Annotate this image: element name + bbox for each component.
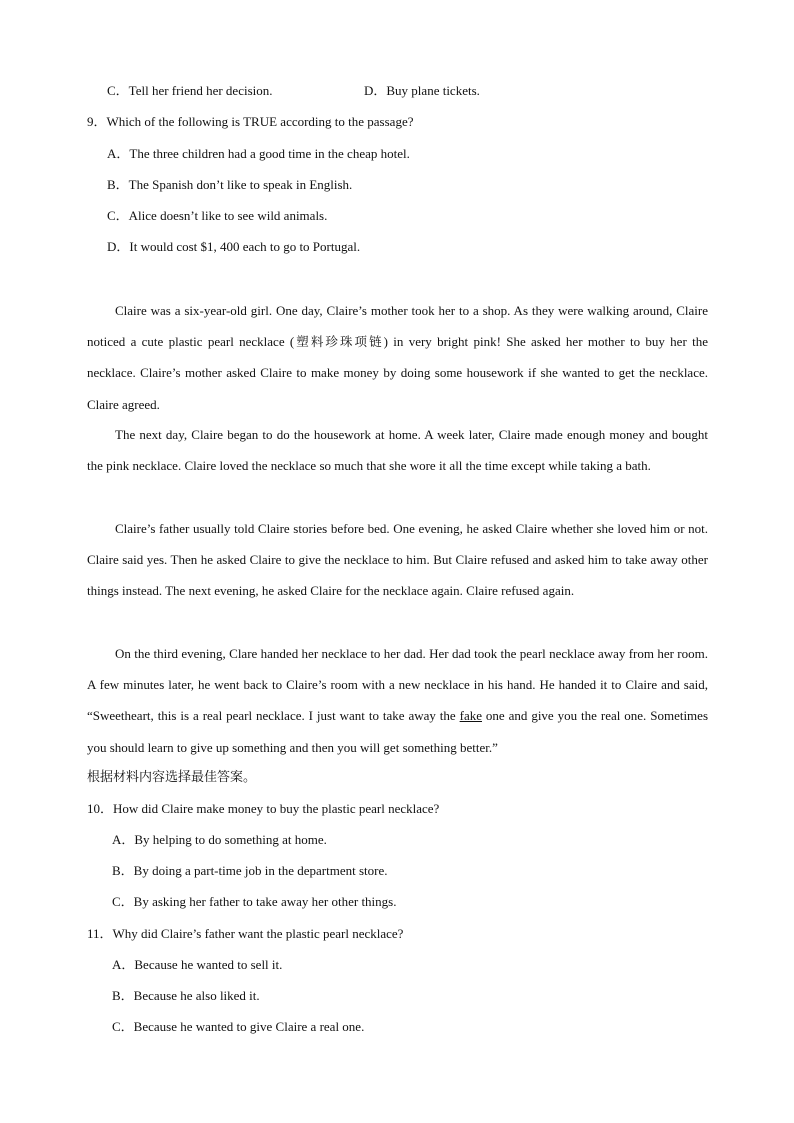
q9-stem: 9．Which of the following is TRUE according to the passage?: [87, 114, 414, 129]
passage-paragraph-3: Claire’s father usually told Claire stories before bed. One evening, he asked Claire whether she loved him or not. Claire said yes. Then he asked Claire to give the necklace to him. But Claire refused and asked him to take away other things instead. The next evening, he asked Claire for the necklace again. Claire refused again.: [87, 521, 708, 599]
q10-option-b: B．By doing a part-time job in the department store.: [112, 863, 388, 878]
q11-option-a: A．Because he wanted to sell it.: [112, 957, 283, 972]
q8-option-d: D．Buy plane tickets.: [364, 83, 480, 98]
q11-option-c: C．Because he wanted to give Claire a real one.: [112, 1019, 365, 1034]
q11-stem: 11．Why did Claire’s father want the plastic pearl necklace?: [87, 926, 404, 941]
q10-stem: 10．How did Claire make money to buy the plastic pearl necklace?: [87, 801, 440, 816]
q9-option-a: A．The three children had a good time in the cheap hotel.: [107, 146, 410, 161]
q8-option-c: C．Tell her friend her decision.: [107, 83, 273, 98]
q9-option-c: C．Alice doesn’t like to see wild animals.: [107, 208, 328, 223]
q9-option-b: B．The Spanish don’t like to speak in English.: [107, 177, 353, 192]
q9-option-d: D．It would cost $1, 400 each to go to Portugal.: [107, 239, 361, 254]
passage-paragraph-2: The next day, Claire began to do the housework at home. A week later, Claire made enough money and bought the pink necklace. Claire loved the necklace so much that she wore it all the time except while taking a bath.: [87, 427, 708, 474]
passage-p4-part-a: On the third evening, Clare handed her necklace to her dad. Her dad took the pearl necklace away from her room. A few minutes later, he went back to Claire’s room with a new necklace in his hand. He handed it to Claire and said, “Sweetheart, this is a real pearl necklace. I just want to take away the: [87, 646, 708, 724]
section-instruction: 根据材料内容选择最佳答案。: [87, 770, 257, 785]
passage-p4-part-b: one and give you the real one. Sometimes you should learn to give up something and then you will get something better.”: [87, 708, 709, 755]
passage-p1-chinese-gloss: 塑料珍珠项链: [294, 334, 384, 350]
passage-paragraph-4: [87, 638, 708, 763]
q11-option-b: B．Because he also liked it.: [112, 988, 260, 1003]
underlined-word-fake: fake: [459, 708, 482, 724]
passage-p1-part-a: Claire was a six-year-old girl. One day, Claire’s mother took her to a shop. As they were walking around, Claire noticed a cute plastic pearl necklace (: [87, 303, 708, 350]
passage-p1-part-b: ) in very bright pink! She asked her mother to buy her the necklace. Claire’s mother asked Claire to make money by doing some housework if she wanted to get the necklace. Claire agreed.: [87, 334, 708, 412]
q10-option-a: A．By helping to do something at home.: [112, 832, 327, 847]
q10-option-c: C．By asking her father to take away her other things.: [112, 894, 397, 909]
passage-paragraph-1: [87, 295, 708, 420]
